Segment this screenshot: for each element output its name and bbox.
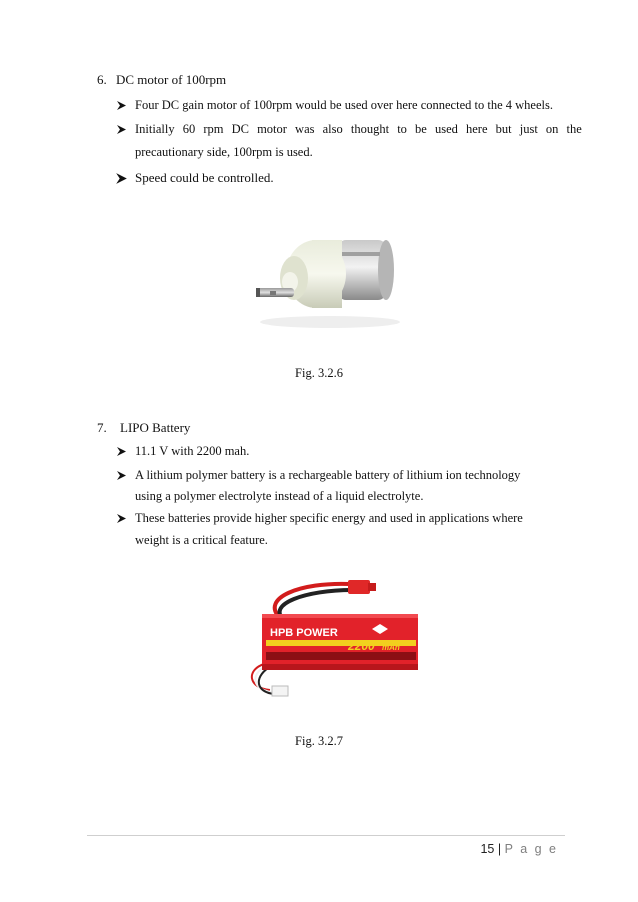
section-7-number: 7. bbox=[97, 420, 107, 435]
section-6-heading bbox=[97, 72, 226, 88]
lipo-battery-image bbox=[240, 578, 420, 708]
battery-brand-text: HPB POWER bbox=[270, 627, 338, 639]
section-7-bullet-3-continuation: weight is a critical feature. bbox=[135, 533, 268, 547]
figure-caption-3-2-7: Fig. 3.2.7 bbox=[295, 734, 343, 748]
page-separator: | bbox=[497, 842, 502, 856]
page-footer bbox=[480, 842, 558, 856]
section-7-bullet-2-continuation: using a polymer electrolyte instead of a liquid electrolyte. bbox=[135, 489, 424, 503]
section-6-bullet-3: Speed could be controlled. bbox=[135, 170, 274, 185]
section-6-title: DC motor of 100rpm bbox=[116, 72, 227, 87]
section-7-bullet-1: 11.1 V with 2200 mah. bbox=[135, 444, 250, 458]
figure-caption-3-2-6: Fig. 3.2.6 bbox=[295, 366, 343, 380]
section-6-bullet-2: Initially 60 rpm DC motor was also thought to be used here but just on the bbox=[135, 122, 582, 136]
section-6-number: 6. bbox=[97, 72, 107, 87]
dc-motor-image bbox=[250, 222, 405, 334]
page-number: 15 bbox=[480, 842, 495, 856]
section-7-bullet-3: These batteries provide higher specific energy and used in applications where bbox=[135, 511, 523, 525]
footer-divider bbox=[87, 835, 565, 836]
section-6-bullet-2-continuation: precautionary side, 100rpm is used. bbox=[135, 145, 313, 159]
battery-capacity-text: 2200 bbox=[348, 639, 375, 653]
section-6-bullet-1: Four DC gain motor of 100rpm would be used over here connected to the 4 wheels. bbox=[135, 98, 553, 112]
section-7-bullet-2: A lithium polymer battery is a rechargeable battery of lithium ion technology bbox=[135, 468, 521, 482]
section-7-title: LIPO Battery bbox=[120, 420, 191, 435]
battery-unit-text: mAh bbox=[382, 643, 400, 652]
section-7-heading bbox=[97, 420, 190, 436]
page-word: P a g e bbox=[504, 842, 558, 856]
